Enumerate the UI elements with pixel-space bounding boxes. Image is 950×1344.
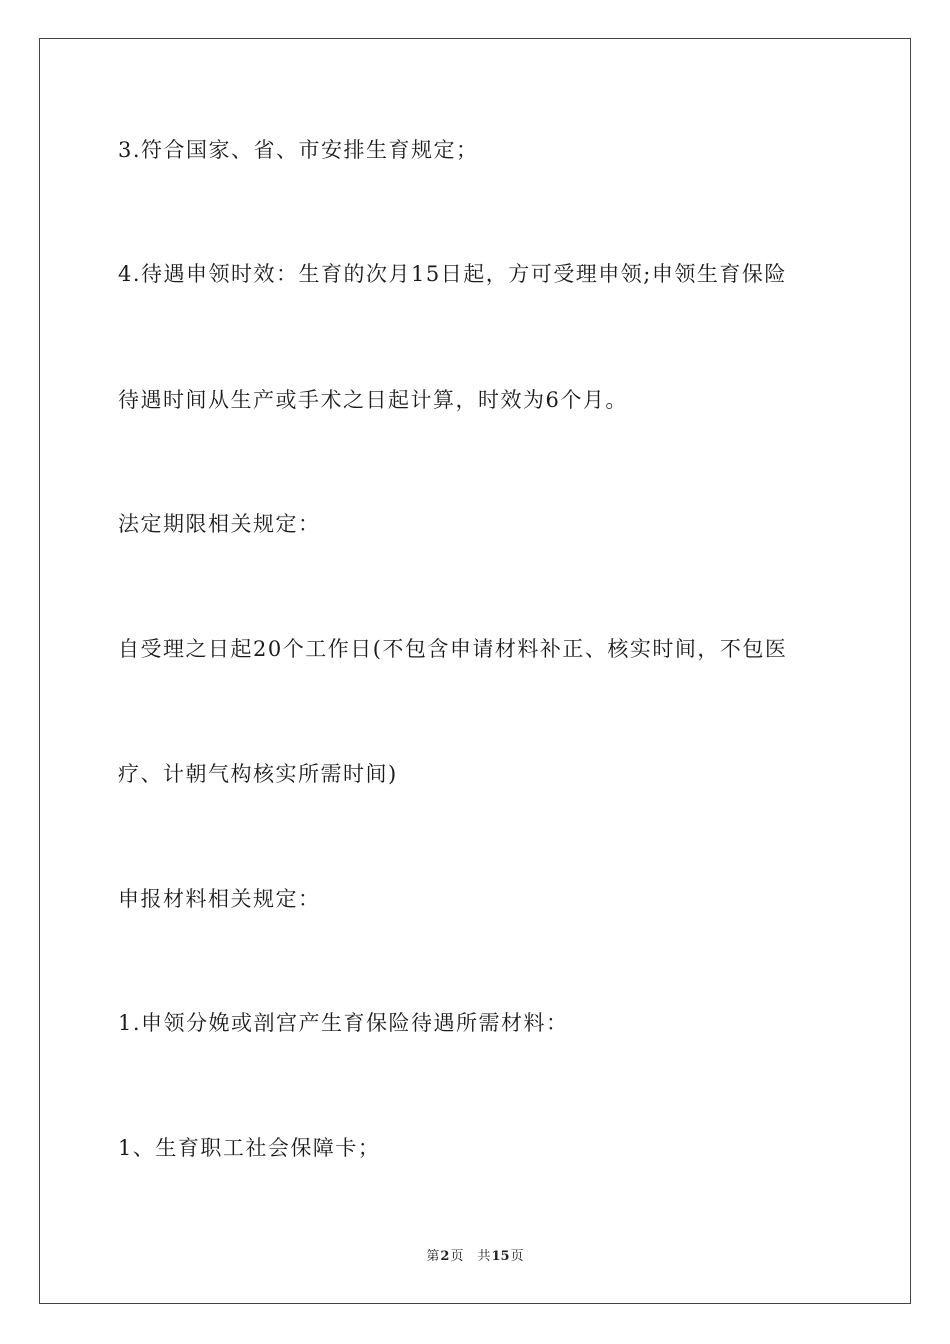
text-line-1: 3.符合国家、省、市安排生育规定； [118, 138, 479, 162]
page-border [39, 38, 911, 1304]
total-prefix: 共 [477, 1249, 491, 1264]
page-prefix: 第 [426, 1249, 440, 1264]
text-line-9: 1、生育职工社会保障卡； [118, 1136, 381, 1160]
page-footer [0, 1247, 950, 1267]
text-line-8: 1.申领分娩或剖宫产生育保险待遇所需材料： [118, 1011, 569, 1035]
page-suffix: 页 [450, 1249, 464, 1264]
text-line-6: 疗、计朝气构核实所需时间) [118, 762, 398, 786]
total-pages: 15 [491, 1249, 510, 1264]
page-number: 2 [440, 1249, 450, 1264]
text-line-2: 4.待遇申领时效：生育的次月15日起，方可受理申领;申领生育保险 [118, 262, 787, 286]
total-suffix: 页 [510, 1249, 524, 1264]
text-line-7: 申报材料相关规定： [118, 887, 321, 911]
text-line-5: 自受理之日起20个工作日(不包含申请材料补正、核实时间，不包医 [118, 637, 788, 661]
text-line-3: 待遇时间从生产或手术之日起计算，时效为6个月。 [118, 388, 628, 412]
text-line-4: 法定期限相关规定： [118, 512, 321, 536]
